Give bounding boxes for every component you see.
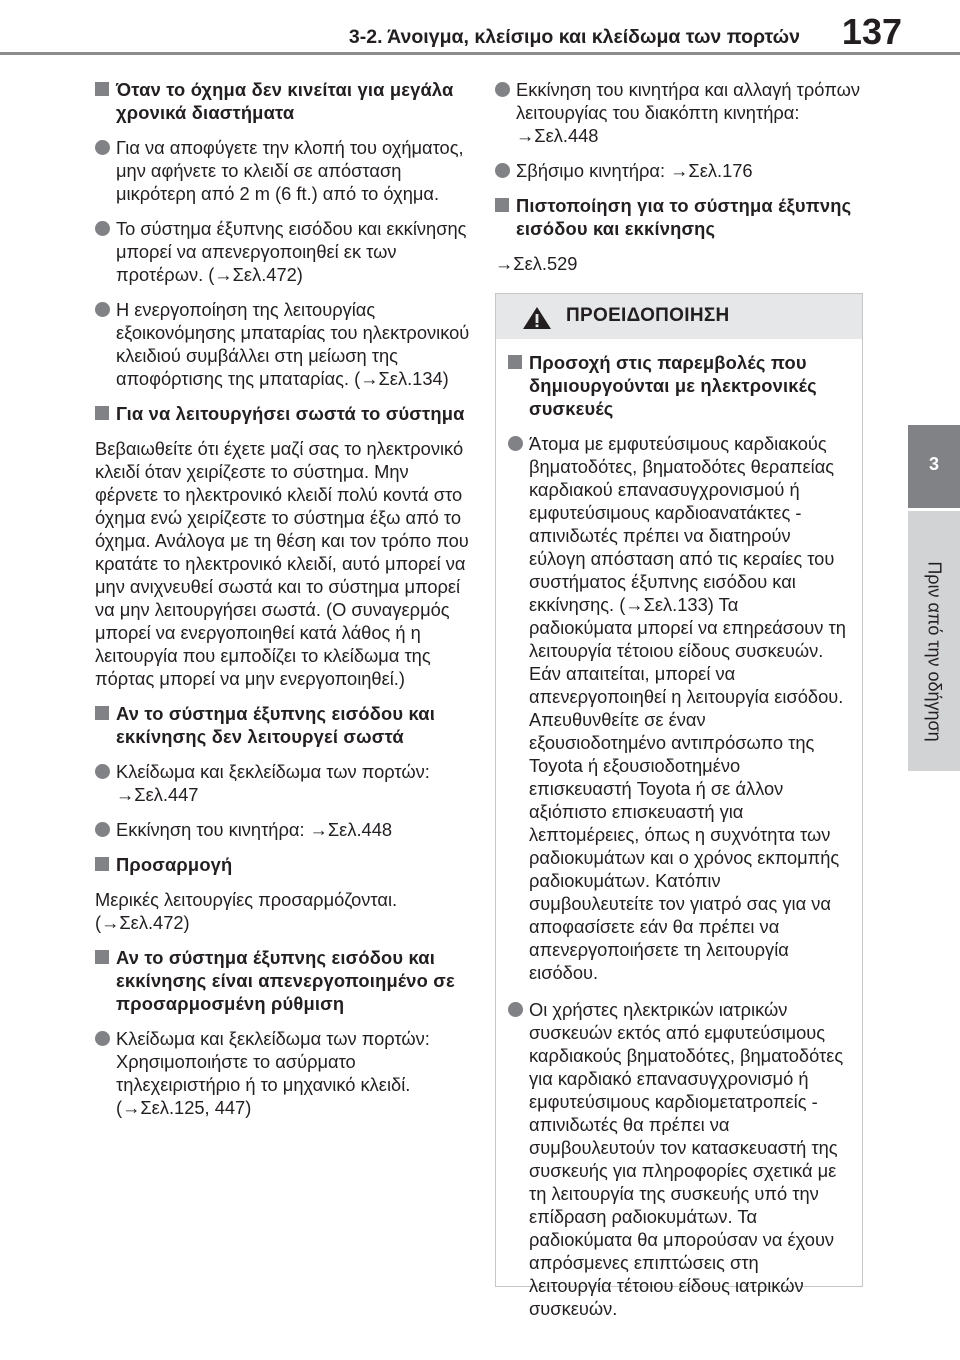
warning-bullet-text: Άτομα με εμφυτεύσιμους καρδιακούς βηματοδότες, βηματοδότες θεραπείας καρδιακού επανασυγχρονισμού ή εμφυτεύσιμους καρδιοανατάκτες - απινιδωτές πρέπει να διατηρούν εύλογη απόσταση από τις κεραίες του συστήματος έξυπνης εισόδου και εκκίνησης. (→Σελ.133) Τα ραδιοκύματα μπορεί να επηρεάσουν τη λειτουργία τέτοιου είδους συσκευών. Εάν απαιτείται, μπορεί να απενεργοποιηθεί η λειτουργία εισόδου. Απευθυνθείτε σε έναν εξουσιοδοτημένο αντιπρόσωπο της Toyota ή εξουσιοδοτημένο επισκευαστή Toyota ή σε άλλον αξιόπιστο επισκευαστή για λεπτομέρειες, όπως η συχνότητα των ραδιοκυμάτων και ο χρόνος εκπομπής ραδιοκυμάτων. Κατόπιν συμβουλευτείτε τον γιατρό σας για να αποφασίσετε εάν θα πρέπει να απενεργοποιήσετε τη λειτουργία εισόδου. xyxy=(529,433,846,983)
square-bullet-icon xyxy=(508,355,522,369)
circle-bullet-icon xyxy=(95,221,110,236)
bullet-text: Εκκίνηση του κινητήρα και αλλαγή τρόπων λειτουργίας του διακόπτη κινητήρα: →Σελ.448 xyxy=(516,79,860,146)
circle-bullet-icon xyxy=(495,163,510,178)
section-heading xyxy=(95,402,470,425)
square-bullet-icon xyxy=(95,82,109,96)
section-heading-text: Αν το σύστημα έξυπνης εισόδου και εκκίνησης δεν λειτουργεί σωστά xyxy=(116,703,435,747)
square-bullet-icon xyxy=(95,950,109,964)
paragraph: Μερικές λειτουργίες προσαρμόζονται. (→Σελ.472) xyxy=(95,889,398,933)
warning-heading-text: Προσοχή στις παρεμβολές που δημιουργούνται με ηλεκτρονικές συσκευές xyxy=(529,352,817,419)
section-heading-text: Προσαρμογή xyxy=(116,854,233,875)
bullet-text: Σβήσιμο κινητήρα: →Σελ.176 xyxy=(516,160,753,181)
bullet-item xyxy=(95,217,470,286)
bullet-item xyxy=(95,760,470,806)
square-bullet-icon xyxy=(95,706,109,720)
square-bullet-icon xyxy=(95,857,109,871)
header-rule xyxy=(0,52,960,55)
page-number: 137 xyxy=(841,11,902,52)
left-column xyxy=(95,78,470,1131)
section-heading xyxy=(95,702,470,748)
page-header-title: 3-2. Άνοιγμα, κλείσιμο και κλείδωμα των πορτών xyxy=(348,26,800,48)
bullet-text: Το σύστημα έξυπνης εισόδου και εκκίνησης μπορεί να απενεργοποιηθεί εκ των προτέρων. (→Σελ.472) xyxy=(116,218,467,285)
circle-bullet-icon xyxy=(95,140,110,155)
warning-header xyxy=(496,294,862,339)
right-column xyxy=(495,78,865,287)
bullet-item xyxy=(95,1027,470,1119)
bullet-text: Για να αποφύγετε την κλοπή του οχήματος, μην αφήνετε το κλειδί σε απόσταση μικρότερη από 2 m (6 ft.) από το όχημα. xyxy=(116,137,464,204)
warning-box xyxy=(495,293,863,1319)
bullet-item xyxy=(495,78,865,147)
paragraph: Βεβαιωθείτε ότι έχετε μαζί σας το ηλεκτρονικό κλειδί όταν χειρίζεστε το σύστημα. Μην φέρνετε το ηλεκτρονικό κλειδί πολύ κοντά στο όχημα ενώ χειρίζεστε το σύστημα έξω από το όχημα. Ανάλογα με τη θέση και τον τρόπο που κρατάτε το ηλεκτρονικό κλειδί, αυτό μπορεί να μην ανιχνευθεί σωστά και το σύστημα μπορεί να μην λειτουργήσει σωστά. (Ο συναγερμός μπορεί να ενεργοποιηθεί κατά λάθος ή η λειτουργία που εμποδίζει το κλείδωμα της πόρτας μπορεί να μην ενεργοποιηθεί.) xyxy=(95,438,469,689)
section-heading xyxy=(95,853,470,876)
section-heading-text: Όταν το όχημα δεν κινείται για μεγάλα χρονικά διαστήματα xyxy=(116,79,454,123)
circle-bullet-icon xyxy=(495,82,510,97)
square-bullet-icon xyxy=(495,198,509,212)
warning-bullet-text: Οι χρήστες ηλεκτρικών ιατρικών συσκευών εκτός από εμφυτεύσιμους καρδιακούς βηματοδότες, βηματοδότες για καρδιακό επανασυγχρονισμό ή εμφυτεύσιμους καρδιομετατροπείς - απινιδωτές θα πρέπει να συμβουλευτούν τον κατασκευαστή της συσκευής για πληροφορίες σχετικά με τη λειτουργία της συσκευής υπό την επίδραση ραδιοκυμάτων. Τα ραδιοκύματα θα μπορούσαν να έχουν απρόσμενες επιπτώσεις στη λειτουργία τέτοιου είδους ιατρικών συσκευών. xyxy=(529,999,844,1319)
section-heading-text: Πιστοποίηση για το σύστημα έξυπνης εισόδου και εκκίνησης xyxy=(516,195,852,239)
bullet-text: Κλείδωμα και ξεκλείδωμα των πορτών: →Σελ.447 xyxy=(116,761,430,805)
warning-body xyxy=(496,339,862,1320)
bullet-text: Η ενεργοποίηση της λειτουργίας εξοικονόμησης μπαταρίας του ηλεκτρονικού κλειδιού συμβάλλει στη μείωση της αποφόρτισης της μπαταρίας. (→Σελ.134) xyxy=(116,299,470,389)
chapter-number: 3 xyxy=(928,454,939,474)
bullet-item xyxy=(495,159,865,182)
warning-bullet xyxy=(508,998,846,1320)
circle-bullet-icon xyxy=(508,436,523,451)
warning-title: ΠΡΟΕΙΔΟΠΟΙΗΣΗ xyxy=(566,305,730,326)
circle-bullet-icon xyxy=(95,302,110,317)
section-heading xyxy=(95,78,470,124)
bullet-item xyxy=(95,818,470,841)
circle-bullet-icon xyxy=(95,764,110,779)
circle-bullet-icon xyxy=(95,1031,110,1046)
warning-triangle-icon xyxy=(522,306,552,335)
chapter-label: Πριν από την οδήγηση xyxy=(924,561,945,742)
section-heading-text: Αν το σύστημα έξυπνης εισόδου και εκκίνησης είναι απενεργοποιημένο σε προσαρμοσμένη ρύθμιση xyxy=(116,947,455,1014)
bullet-text: Κλείδωμα και ξεκλείδωμα των πορτών: Χρησιμοποιήστε το ασύρματο τηλεχειριστήριο ή το μηχανικό κλειδί. (→Σελ.125, 447) xyxy=(116,1028,430,1118)
paragraph: →Σελ.529 xyxy=(495,253,578,274)
section-heading-text: Για να λειτουργήσει σωστά το σύστημα xyxy=(116,403,465,424)
bullet-item xyxy=(95,298,470,390)
bullet-item xyxy=(95,136,470,205)
section-heading xyxy=(495,194,865,240)
warning-bullet xyxy=(508,432,846,984)
circle-bullet-icon xyxy=(95,822,110,837)
bullet-text: Εκκίνηση του κινητήρα: →Σελ.448 xyxy=(116,819,393,840)
circle-bullet-icon xyxy=(508,1002,523,1017)
section-heading xyxy=(95,946,470,1015)
square-bullet-icon xyxy=(95,406,109,420)
warning-heading xyxy=(508,351,846,420)
